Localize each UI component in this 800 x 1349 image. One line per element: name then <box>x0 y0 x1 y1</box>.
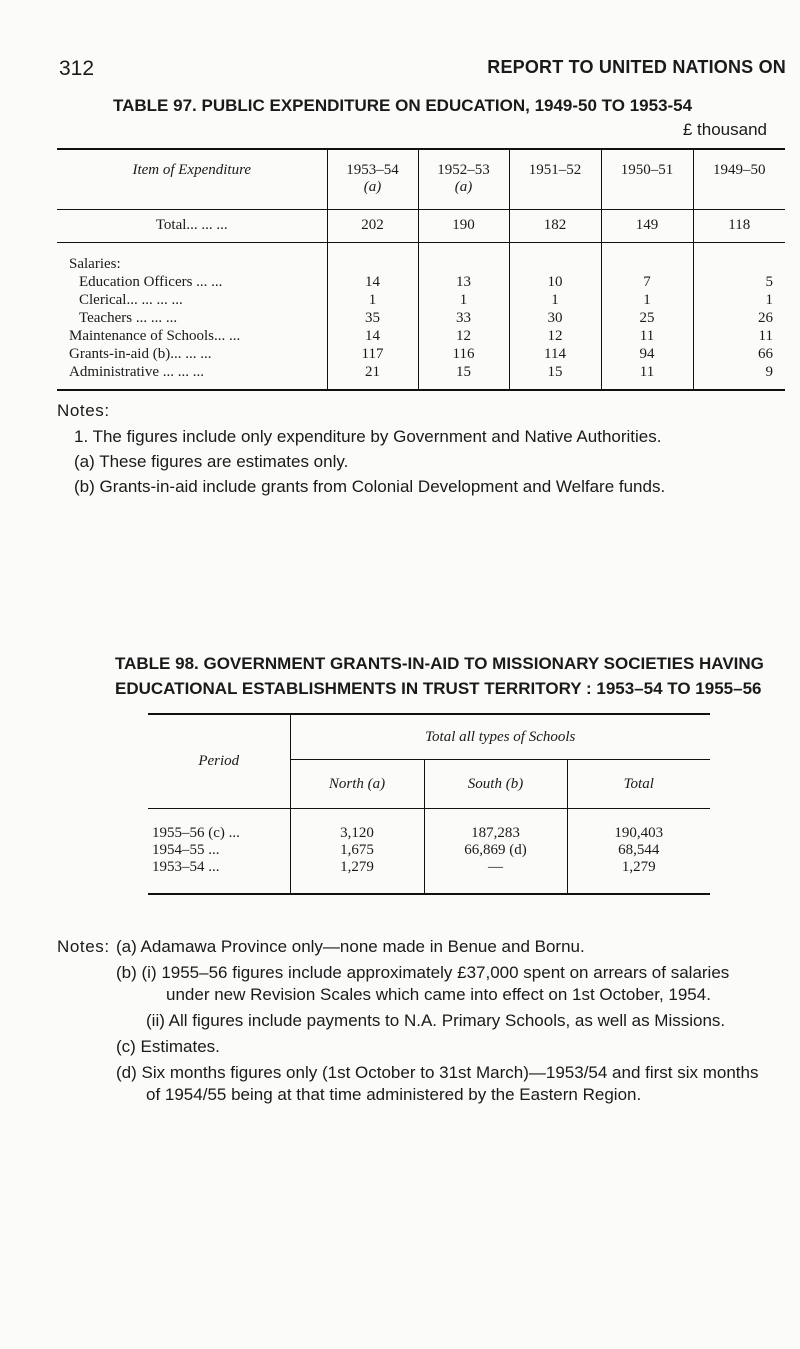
note-line: under new Revision Scales which came into effect on 1st October, 1954. <box>166 985 711 1004</box>
total-row <box>57 209 785 242</box>
table-cell: 1 <box>509 291 601 309</box>
table-row <box>57 363 785 390</box>
note-line: (a) Adamawa Province only—none made in Benue and Bornu. <box>116 937 585 956</box>
table-cell: 1,279 <box>567 859 710 894</box>
total-cell: 202 <box>327 209 418 242</box>
column-header: 1953–54 (a) <box>327 149 418 209</box>
table-cell: 114 <box>509 345 601 363</box>
sub-header-south: South (b) <box>424 760 567 809</box>
table-cell: 94 <box>601 345 693 363</box>
total-cell: 118 <box>693 209 785 242</box>
period-cell: 1953–54 ... <box>148 859 290 894</box>
table-cell: 117 <box>327 345 418 363</box>
table-cell: 14 <box>327 327 418 345</box>
period-cell: 1954–55 ... <box>152 842 220 858</box>
table-cell: 116 <box>418 345 509 363</box>
table-cell: 7 <box>601 273 693 291</box>
table-cell: 11 <box>601 327 693 345</box>
row-label: Education Officers ... ... <box>79 273 223 290</box>
note-line: (b) (i) 1955–56 figures include approximately £37,000 spent on arrears of salaries <box>116 963 730 982</box>
table-cell: 1 <box>693 291 785 309</box>
table-cell: 3,120 <box>290 809 424 843</box>
note-line: (d) Six months figures only (1st October to 31st March)—1953/54 and first six months <box>116 1063 759 1082</box>
running-head: REPORT TO UNITED NATIONS ON <box>487 57 786 77</box>
table-row <box>57 345 785 363</box>
table-cell: 25 <box>601 309 693 327</box>
row-label: Grants-in-aid (b)... ... ... <box>69 345 212 362</box>
note-line: (a) These figures are estimates only. <box>74 452 349 471</box>
table-cell: 190,403 <box>567 809 710 843</box>
column-header: 1949–50 <box>693 149 785 209</box>
table-cell: 11 <box>601 363 693 390</box>
notes-heading: Notes: <box>57 937 110 956</box>
table-97-header-row <box>57 149 785 209</box>
table-row <box>57 291 785 309</box>
table-98-title-line-1: TABLE 98. GOVERNMENT GRANTS-IN-AID TO MISSIONARY SOCIETIES HAVING <box>115 654 764 673</box>
table-cell: 9 <box>693 363 785 390</box>
table-cell: 1 <box>601 291 693 309</box>
column-header: 1950–51 <box>601 149 693 209</box>
period-cell: 1955–56 (c) ... <box>152 825 240 841</box>
item-header: Item of Expenditure <box>57 149 327 209</box>
note-line: (c) Estimates. <box>116 1037 220 1056</box>
table-cell: 1 <box>418 291 509 309</box>
table-97-title: TABLE 97. PUBLIC EXPENDITURE ON EDUCATION, 1949-50 TO 1953-54 <box>113 96 693 115</box>
row-label: Administrative ... ... ... <box>57 363 327 390</box>
sub-header-total: Total <box>567 760 710 809</box>
table-cell: 1 <box>327 291 418 309</box>
period-header: Period <box>148 714 290 809</box>
table-cell: 187,283 <box>424 809 567 843</box>
row-label: Maintenance of Schools... ... <box>69 327 241 344</box>
table-row <box>148 809 710 843</box>
group-label: Salaries: <box>69 255 121 272</box>
total-cell: 149 <box>601 209 693 242</box>
table-cell: 66,869 (d) <box>424 842 567 859</box>
table-cell: 30 <box>509 309 601 327</box>
page-number: 312 <box>59 57 95 80</box>
table-cell: 12 <box>418 327 509 345</box>
total-cell: 190 <box>418 209 509 242</box>
table-97 <box>57 148 785 391</box>
table-cell: 1,279 <box>290 859 424 894</box>
table-cell: 35 <box>327 309 418 327</box>
row-label: Clerical... ... ... ... <box>79 291 183 308</box>
table-cell: 13 <box>418 273 509 291</box>
table-98 <box>148 713 710 895</box>
table-cell: — <box>424 859 567 894</box>
column-header: 1952–53 (a) <box>418 149 509 209</box>
table-cell: 26 <box>693 309 785 327</box>
table-98-title-line-2: EDUCATIONAL ESTABLISHMENTS IN TRUST TERRITORY : 1953–54 TO 1955–56 <box>115 679 762 698</box>
table-row <box>148 859 710 894</box>
table-row <box>57 309 785 327</box>
note-line: (ii) All figures include payments to N.A. Primary Schools, as well as Missions. <box>146 1011 726 1030</box>
table-cell: 66 <box>693 345 785 363</box>
table-cell: 33 <box>418 309 509 327</box>
note-line: of 1954/55 being at that time administered by the Eastern Region. <box>146 1085 642 1104</box>
total-cell: 182 <box>509 209 601 242</box>
row-label: Teachers ... ... ... <box>79 309 178 326</box>
sub-header-north: North (a) <box>290 760 424 809</box>
table-cell: 10 <box>509 273 601 291</box>
table-cell: 5 <box>693 273 785 291</box>
table-97-unit: £ thousand <box>682 120 767 139</box>
table-row <box>57 327 785 345</box>
table-cell: 11 <box>693 327 785 345</box>
table-cell: 14 <box>327 273 418 291</box>
note-line: (b) Grants-in-aid include grants from Colonial Development and Welfare funds. <box>74 477 666 496</box>
table-cell: 12 <box>509 327 601 345</box>
notes-heading: Notes: <box>57 401 110 420</box>
table-row <box>57 273 785 291</box>
total-label: Total... ... ... <box>57 209 327 242</box>
table-cell: 1,675 <box>290 842 424 859</box>
table-98-header-row <box>148 714 710 760</box>
table-cell: 15 <box>418 363 509 390</box>
table-row <box>148 842 710 859</box>
column-header: 1951–52 <box>509 149 601 209</box>
table-cell: 68,544 <box>567 842 710 859</box>
table-cell: 15 <box>509 363 601 390</box>
group-row <box>57 242 785 273</box>
note-line: 1. The figures include only expenditure by Government and Native Authorities. <box>74 427 662 446</box>
table-cell: 21 <box>327 363 418 390</box>
group-header: Total all types of Schools <box>290 714 710 760</box>
